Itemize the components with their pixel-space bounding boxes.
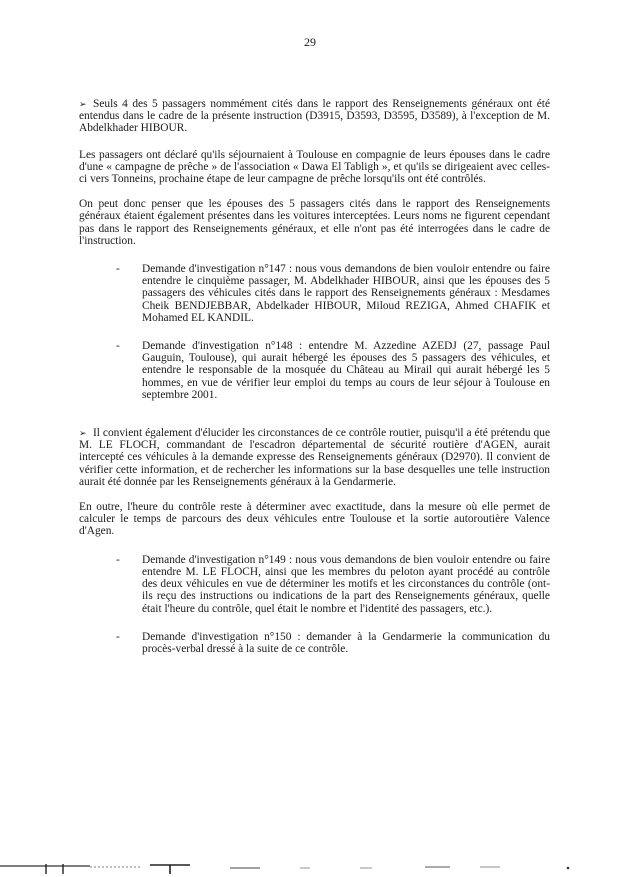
paragraph-passengers-statement: Les passagers ont déclaré qu'ils séjournaient à Toulouse en compagnie de leurs épouses dans le cadre d'une « campagne de prêche » de l'association « Dawa El Tabligh », et qu'ils se dirigeaient avec celles-ci vers Tonneins, prochaine étape de leur campagne de prêche lorsqu'ils ont été contrôlés.	[79, 148, 550, 186]
paragraph-spouses-present: On peut donc penser que les épouses des 5 passagers cités dans le rapport des Renseignements généraux étaient également présentes dans les voitures interceptées. Leurs noms ne figurent cependant pas dans le rapport des Renseignements généraux, et elle n'ont pas été interrogées dans le cadre de l'instruction.	[79, 198, 550, 247]
dash-bullet: -	[116, 553, 120, 566]
dash-bullet: -	[116, 340, 120, 353]
request-150	[79, 631, 550, 655]
dash-bullet: -	[116, 263, 120, 276]
request-147	[79, 263, 550, 324]
paragraph-passengers-heard	[79, 98, 550, 135]
request-150-text: Demande d'investigation n°150 : demander à la Gendarmerie la communication du procès-verbal dressé à la suite de ce contrôle.	[142, 630, 550, 655]
paragraph-road-check	[79, 427, 550, 488]
request-147-text: Demande d'investigation n°147 : nous vous demandons de bien vouloir entendre ou faire entendre le cinquième passager, M. Abdelkhader HIBOUR, ainsi que les épouses des 5 passagers des véhicules cités dans le rapport des Renseignements généraux : Mesdames Cheik BENDJEBBAR, Abdelkader HIBOUR, Miloud REZIGA, Ahmed CHAFIK et Mohamed EL KANDIL.	[142, 263, 550, 324]
paragraph-text: Il convient également d'élucider les circonstances de ce contrôle routier, puisqu'il a été prétendu que M. LE FLOCH, commandant de l'escadron départemental de sécurité routière d'AGEN, aurait intercepté ces véhicules à la demande expresse des Renseignements généraux (D2970). Il convient de vérifier cette information, et de rechercher les informations sur la base desquelles une telle instruction aurait été donnée par les Renseignements généraux à la Gendarmerie.	[79, 427, 550, 488]
request-148-text: Demande d'investigation n°148 : entendre M. Azzedine AZEDJ (27, passage Paul Gauguin, Toulouse), qui aurait hébergé les épouses des 5 passagers des véhicules, et entendre le responsable de la mosquée du Château au Mirail qui aurait hébergé les 5 hommes, en vue de vérifier leur emploi du temps au cours de leur séjour à Toulouse en septembre 2001.	[142, 340, 550, 401]
page-number: 29	[304, 35, 316, 49]
arrow-bullet-icon: ➢	[79, 99, 87, 109]
request-149-text: Demande d'investigation n°149 : nous vous demandons de bien vouloir entendre ou faire entendre M. LE FLOCH, ainsi que les membres du peloton ayant procédé au contrôle des deux véhicules en vue de déterminer les motifs et les circonstances du contrôle (ont-ils reçu des instructions ou indications de la part des Renseignements généraux, quelle était l'heure du contrôle, quel était le nombre et l'identité des passagers, etc.).	[142, 553, 550, 615]
request-149	[79, 554, 550, 615]
dash-bullet: -	[116, 630, 120, 643]
paragraph-check-time: En outre, l'heure du contrôle reste à déterminer avec exactitude, dans la mesure où elle permet de calculer le temps de parcours des deux véhicules entre Toulouse et la sortie autoroutière Valence d'Agen.	[79, 501, 550, 538]
arrow-bullet-icon: ➢	[79, 428, 87, 439]
scan-artifact-footer	[0, 862, 620, 874]
document-body	[79, 98, 550, 655]
paragraph-text: Seuls 4 des 5 passagers nommément cités dans le rapport des Renseignements généraux ont été entendus dans le cadre de la présente instruction (D3915, D3593, D3595, D3589), à l'exception de M. Abdelkhader HIBOUR.	[79, 98, 550, 135]
request-148	[79, 340, 550, 401]
